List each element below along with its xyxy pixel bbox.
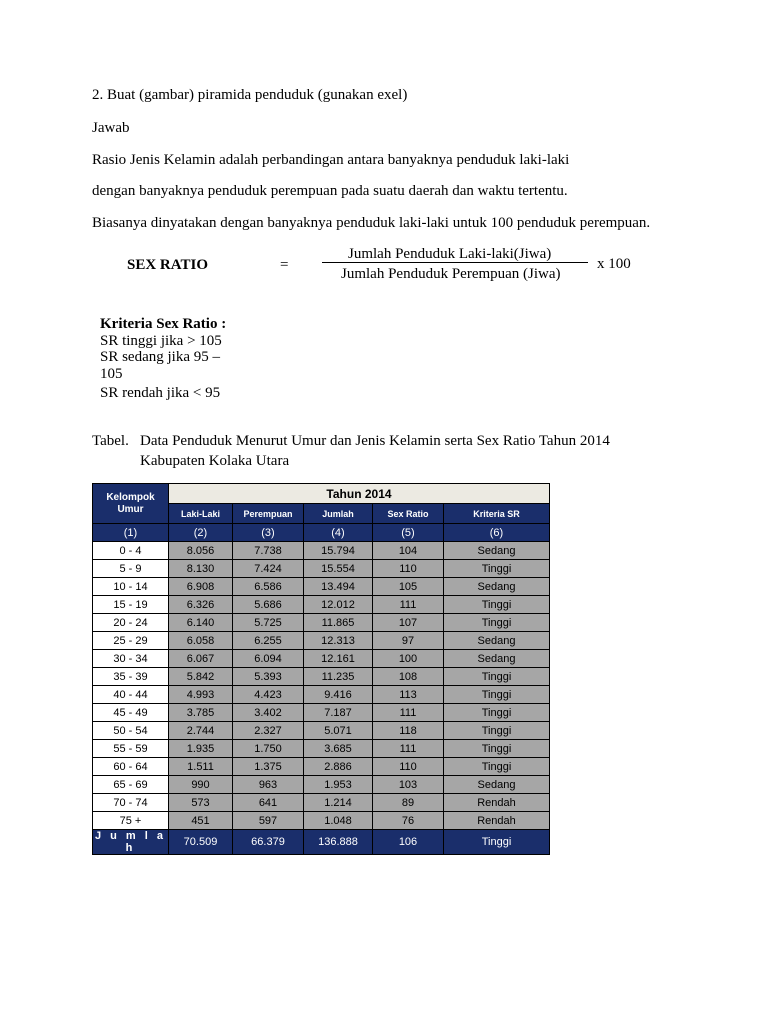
perempuan-cell: 7.738 <box>233 542 304 560</box>
laki-laki-cell: 990 <box>169 776 233 794</box>
population-table <box>92 483 550 855</box>
jumlah-cell: 7.187 <box>304 704 373 722</box>
jumlah-cell: 9.416 <box>304 686 373 704</box>
perempuan-cell: 6.094 <box>233 650 304 668</box>
age-group-cell: 65 - 69 <box>93 776 169 794</box>
age-group-cell: 70 - 74 <box>93 794 169 812</box>
jumlah-cell: 3.685 <box>304 740 373 758</box>
table-row <box>93 560 550 578</box>
total-sex-ratio-cell: 106 <box>373 830 444 855</box>
table-row <box>93 650 550 668</box>
age-group-cell: 75 + <box>93 812 169 830</box>
table-row <box>93 758 550 776</box>
table-row <box>93 632 550 650</box>
formula-numerator: Jumlah Penduduk Laki-laki(Jiwa) <box>348 246 552 262</box>
table-row <box>93 578 550 596</box>
sex-ratio-cell: 105 <box>373 578 444 596</box>
kriteria-cell: Tinggi <box>444 686 550 704</box>
kriteria-cell: Sedang <box>444 776 550 794</box>
header-perempuan: Perempuan <box>233 504 304 524</box>
laki-laki-cell: 4.993 <box>169 686 233 704</box>
age-group-cell: 35 - 39 <box>93 668 169 686</box>
sex-ratio-cell: 111 <box>373 740 444 758</box>
perempuan-cell: 963 <box>233 776 304 794</box>
question-text: 2. Buat (gambar) piramida penduduk (gunakan exel) <box>92 87 408 103</box>
table-row <box>93 722 550 740</box>
formula-label: SEX RATIO <box>127 257 208 273</box>
table-caption-prefix: Tabel. <box>92 433 129 449</box>
age-group-cell: 20 - 24 <box>93 614 169 632</box>
sex-ratio-cell: 111 <box>373 596 444 614</box>
table-row <box>93 794 550 812</box>
jumlah-cell: 13.494 <box>304 578 373 596</box>
col-number-5: (5) <box>373 524 444 542</box>
col-number-3: (3) <box>233 524 304 542</box>
table-row <box>93 686 550 704</box>
age-group-cell: 15 - 19 <box>93 596 169 614</box>
age-group-cell: 45 - 49 <box>93 704 169 722</box>
sex-ratio-cell: 108 <box>373 668 444 686</box>
laki-laki-cell: 451 <box>169 812 233 830</box>
formula-equals: = <box>280 257 289 273</box>
jumlah-cell: 1.953 <box>304 776 373 794</box>
sex-ratio-cell: 104 <box>373 542 444 560</box>
laki-laki-cell: 6.326 <box>169 596 233 614</box>
total-jumlah-cell: 136.888 <box>304 830 373 855</box>
laki-laki-cell: 8.056 <box>169 542 233 560</box>
col-number-2: (2) <box>169 524 233 542</box>
criteria-line-1: SR tinggi jika > 105 <box>100 333 222 349</box>
age-group-cell: 0 - 4 <box>93 542 169 560</box>
perempuan-cell: 641 <box>233 794 304 812</box>
laki-laki-cell: 6.067 <box>169 650 233 668</box>
laki-laki-cell: 573 <box>169 794 233 812</box>
kriteria-cell: Sedang <box>444 632 550 650</box>
age-group-cell: 5 - 9 <box>93 560 169 578</box>
laki-laki-cell: 6.908 <box>169 578 233 596</box>
kriteria-cell: Tinggi <box>444 740 550 758</box>
kriteria-cell: Sedang <box>444 542 550 560</box>
perempuan-cell: 7.424 <box>233 560 304 578</box>
total-age-group-cell: J u m l a h <box>93 830 169 855</box>
header-sex-ratio: Sex Ratio <box>373 504 444 524</box>
kelompok-umur-header: Kelompok Umur <box>93 484 169 524</box>
table-row <box>93 812 550 830</box>
perempuan-cell: 4.423 <box>233 686 304 704</box>
jumlah-cell: 12.161 <box>304 650 373 668</box>
table-row <box>93 776 550 794</box>
total-perempuan-cell: 66.379 <box>233 830 304 855</box>
kriteria-cell: Tinggi <box>444 758 550 776</box>
table-row <box>93 542 550 560</box>
laki-laki-cell: 6.140 <box>169 614 233 632</box>
laki-laki-cell: 5.842 <box>169 668 233 686</box>
criteria-line-3: SR rendah jika < 95 <box>100 385 221 401</box>
paragraph-2: dengan banyaknya penduduk perempuan pada suatu daerah dan waktu tertentu. <box>92 183 568 199</box>
perempuan-cell: 5.393 <box>233 668 304 686</box>
jumlah-cell: 11.865 <box>304 614 373 632</box>
table-caption-line-2: Kabupaten Kolaka Utara <box>140 453 290 469</box>
age-group-cell: 25 - 29 <box>93 632 169 650</box>
year-header: Tahun 2014 <box>169 484 550 504</box>
jumlah-cell: 12.012 <box>304 596 373 614</box>
criteria-line-2-cont: 105 <box>100 366 123 382</box>
header-kriteria-sr: Kriteria SR <box>444 504 550 524</box>
perempuan-cell: 5.686 <box>233 596 304 614</box>
col-number-1: (1) <box>93 524 169 542</box>
kriteria-cell: Sedang <box>444 650 550 668</box>
table-row <box>93 614 550 632</box>
jumlah-cell: 11.235 <box>304 668 373 686</box>
jumlah-cell: 15.554 <box>304 560 373 578</box>
jumlah-cell: 1.214 <box>304 794 373 812</box>
perempuan-cell: 5.725 <box>233 614 304 632</box>
laki-laki-cell: 1.935 <box>169 740 233 758</box>
jumlah-cell: 2.886 <box>304 758 373 776</box>
paragraph-1: Rasio Jenis Kelamin adalah perbandingan antara banyaknya penduduk laki-laki <box>92 152 570 168</box>
kriteria-cell: Tinggi <box>444 668 550 686</box>
perempuan-cell: 1.375 <box>233 758 304 776</box>
age-group-cell: 40 - 44 <box>93 686 169 704</box>
kriteria-cell: Tinggi <box>444 596 550 614</box>
kriteria-cell: Sedang <box>444 578 550 596</box>
perempuan-cell: 1.750 <box>233 740 304 758</box>
sex-ratio-cell: 100 <box>373 650 444 668</box>
perempuan-cell: 6.586 <box>233 578 304 596</box>
header-jumlah: Jumlah <box>304 504 373 524</box>
jumlah-cell: 15.794 <box>304 542 373 560</box>
table-row <box>93 740 550 758</box>
kriteria-cell: Tinggi <box>444 704 550 722</box>
total-laki-laki-cell: 70.509 <box>169 830 233 855</box>
table-row <box>93 704 550 722</box>
sex-ratio-cell: 113 <box>373 686 444 704</box>
answer-label: Jawab <box>92 120 130 136</box>
perempuan-cell: 6.255 <box>233 632 304 650</box>
table-caption-line-1: Data Penduduk Menurut Umur dan Jenis Kelamin serta Sex Ratio Tahun 2014 <box>140 433 610 449</box>
sex-ratio-cell: 111 <box>373 704 444 722</box>
kriteria-cell: Tinggi <box>444 560 550 578</box>
age-group-cell: 30 - 34 <box>93 650 169 668</box>
sex-ratio-cell: 118 <box>373 722 444 740</box>
age-group-cell: 60 - 64 <box>93 758 169 776</box>
perempuan-cell: 3.402 <box>233 704 304 722</box>
header-laki-laki: Laki-Laki <box>169 504 233 524</box>
paragraph-3: Biasanya dinyatakan dengan banyaknya penduduk laki-laki untuk 100 penduduk perempuan. <box>92 215 651 231</box>
age-group-cell: 55 - 59 <box>93 740 169 758</box>
criteria-line-2: SR sedang jika 95 – <box>100 349 220 365</box>
criteria-title: Kriteria Sex Ratio : <box>100 316 227 332</box>
kriteria-cell: Tinggi <box>444 722 550 740</box>
formula-multiplier: x 100 <box>597 256 631 272</box>
laki-laki-cell: 2.744 <box>169 722 233 740</box>
jumlah-cell: 5.071 <box>304 722 373 740</box>
sex-ratio-cell: 110 <box>373 560 444 578</box>
col-number-6: (6) <box>444 524 550 542</box>
table-row <box>93 668 550 686</box>
jumlah-cell: 12.313 <box>304 632 373 650</box>
formula-denominator: Jumlah Penduduk Perempuan (Jiwa) <box>341 266 561 282</box>
sex-ratio-cell: 110 <box>373 758 444 776</box>
sex-ratio-cell: 76 <box>373 812 444 830</box>
kriteria-cell: Rendah <box>444 794 550 812</box>
jumlah-cell: 1.048 <box>304 812 373 830</box>
col-number-4: (4) <box>304 524 373 542</box>
kriteria-cell: Tinggi <box>444 614 550 632</box>
kriteria-cell: Rendah <box>444 812 550 830</box>
laki-laki-cell: 1.511 <box>169 758 233 776</box>
sex-ratio-cell: 107 <box>373 614 444 632</box>
laki-laki-cell: 8.130 <box>169 560 233 578</box>
perempuan-cell: 2.327 <box>233 722 304 740</box>
age-group-cell: 10 - 14 <box>93 578 169 596</box>
total-kriteria-cell: Tinggi <box>444 830 550 855</box>
laki-laki-cell: 6.058 <box>169 632 233 650</box>
table-row <box>93 596 550 614</box>
sex-ratio-cell: 103 <box>373 776 444 794</box>
fraction-line <box>322 262 588 263</box>
total-row <box>93 830 550 855</box>
sex-ratio-cell: 97 <box>373 632 444 650</box>
perempuan-cell: 597 <box>233 812 304 830</box>
sex-ratio-cell: 89 <box>373 794 444 812</box>
laki-laki-cell: 3.785 <box>169 704 233 722</box>
age-group-cell: 50 - 54 <box>93 722 169 740</box>
